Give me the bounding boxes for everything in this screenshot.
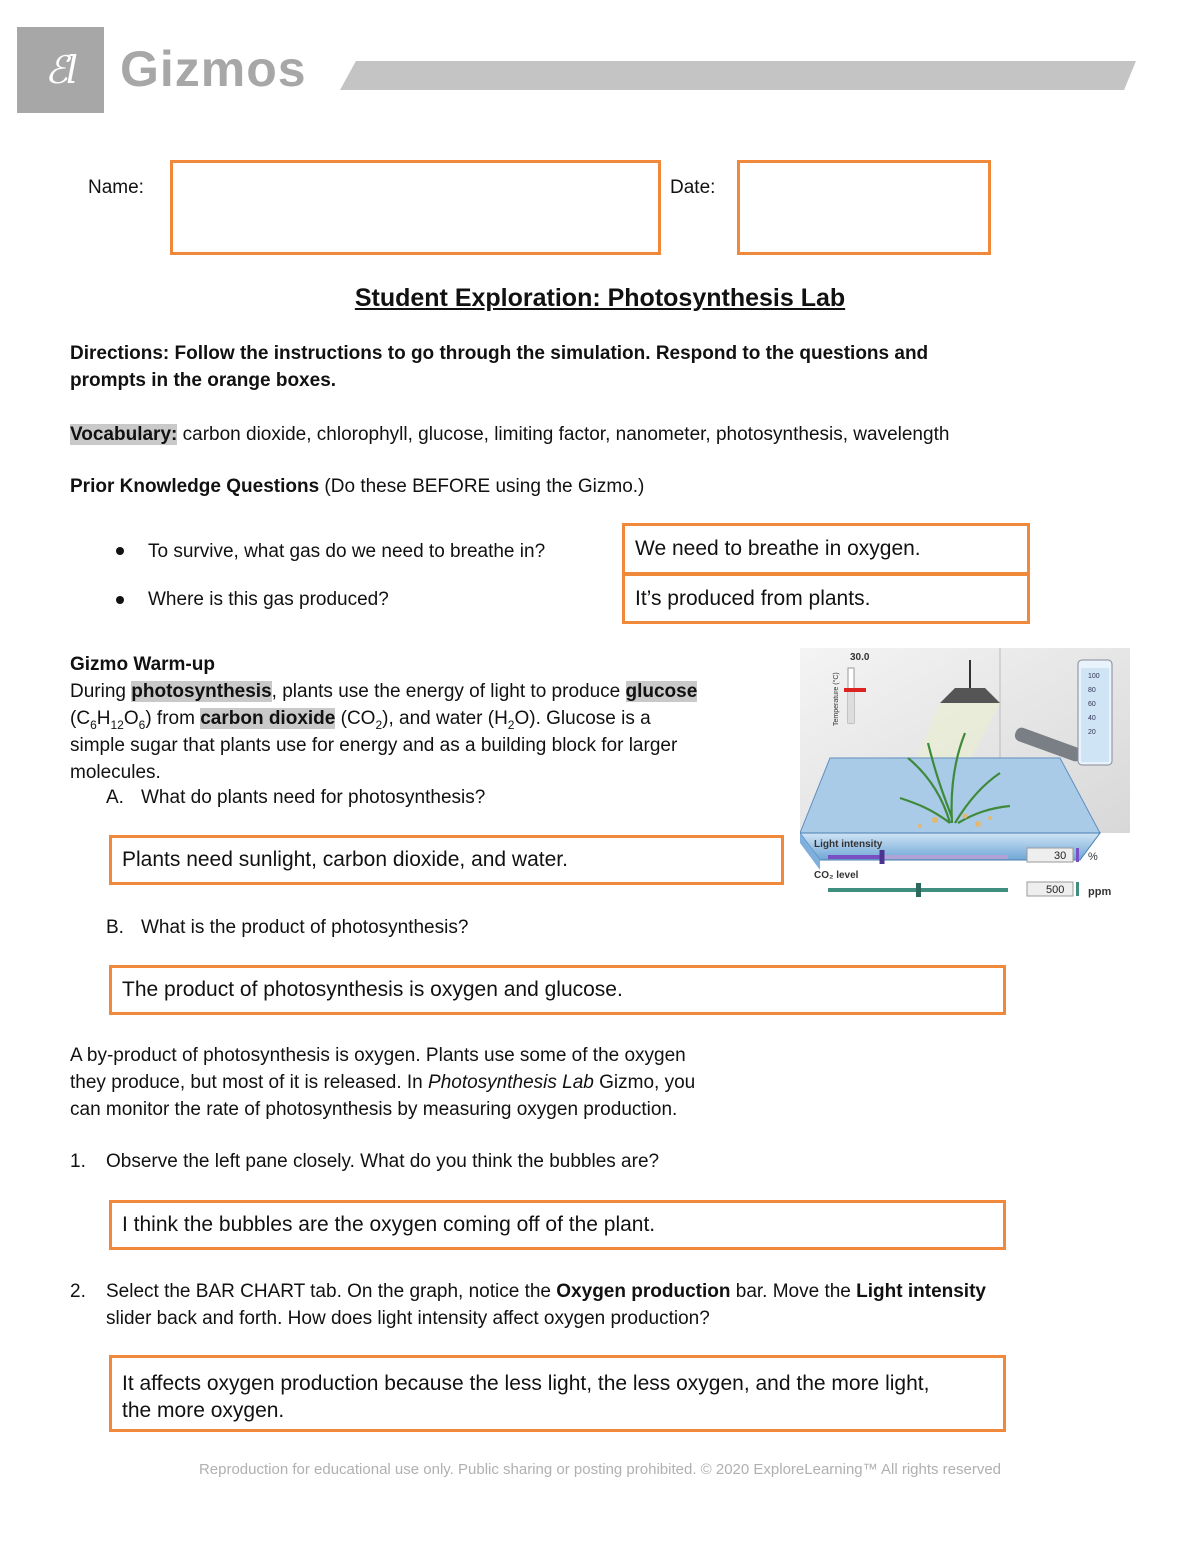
- byproduct-paragraph: [70, 1042, 810, 1123]
- light-intensity-label: Light intensity: [814, 839, 883, 850]
- text-run: ) from: [145, 708, 201, 729]
- date-field[interactable]: [737, 160, 991, 255]
- question-1: Observe the left pane closely. What do you think the bubbles are?: [106, 1151, 660, 1172]
- warmup-line-1: [70, 678, 800, 705]
- vocabulary: [70, 421, 1150, 448]
- subscript: 2: [375, 717, 383, 732]
- logo-mark: ℰl: [44, 48, 77, 92]
- prior-answer-2: It’s produced from plants.: [635, 586, 871, 610]
- prior-knowledge-note: (Do these BEFORE using the Gizmo.): [319, 476, 645, 497]
- subscript: 6: [90, 717, 97, 732]
- warmup-line-2: [70, 705, 800, 732]
- term-glucose: glucose: [625, 681, 698, 702]
- text-run: (CO: [335, 708, 376, 729]
- co2-value: 500: [1046, 884, 1065, 896]
- bullet-icon: [116, 547, 124, 555]
- co2-slider-handle[interactable]: [916, 883, 921, 897]
- warmup-line-3: simple sugar that plants use for energy and as a building block for larger: [70, 735, 678, 756]
- answer-a: Plants need sunlight, carbon dioxide, and water.: [122, 848, 568, 871]
- subscript: 2: [507, 717, 515, 732]
- text-run: H: [96, 708, 111, 729]
- brand-name: Gizmos: [120, 41, 307, 97]
- header-bar: [340, 61, 1136, 90]
- tick-label: 20: [1088, 729, 1096, 736]
- answer-b: The product of photosynthesis is oxygen and glucose.: [122, 978, 623, 1001]
- directions-line-1: Directions: Follow the instructions to go through the simulation. Respond to the questions and: [70, 343, 929, 364]
- byproduct-line-3: can monitor the rate of photosynthesis by measuring oxygen production.: [70, 1099, 678, 1120]
- prior-answer-1-box[interactable]: [622, 523, 1030, 575]
- temp-slider-icon: [844, 688, 866, 692]
- answer-2-line-2: the more oxygen.: [122, 1399, 285, 1422]
- prior-question-1: To survive, what gas do we need to breathe in?: [148, 541, 546, 562]
- logo-box: [17, 27, 104, 113]
- warmup-line-4: molecules.: [70, 762, 161, 783]
- thermometer-fill: [848, 688, 854, 723]
- name-field[interactable]: [170, 160, 661, 255]
- answer-b-box[interactable]: [109, 965, 1006, 1015]
- answer-2-line-1: It affects oxygen production because the less light, the less oxygen, and the more light,: [122, 1372, 930, 1395]
- prior-knowledge-title: Prior Knowledge Questions: [70, 476, 320, 497]
- question-a: What do plants need for photosynthesis?: [141, 787, 486, 808]
- question-2-line-1: [106, 1278, 1166, 1305]
- subscript: 12: [110, 717, 124, 732]
- tick-label: 80: [1088, 687, 1096, 694]
- term-light-intensity: Light intensity: [856, 1281, 986, 1302]
- light-value-marker: [1076, 848, 1079, 862]
- date-label: Date:: [670, 177, 716, 198]
- warmup-paragraph: [70, 678, 800, 786]
- light-unit: %: [1088, 851, 1098, 863]
- text-run: bar. Move the: [730, 1281, 857, 1302]
- text-run: During: [70, 681, 132, 702]
- question-2: [106, 1278, 1166, 1332]
- vocabulary-label: Vocabulary:: [70, 424, 178, 445]
- light-value: 30: [1054, 850, 1067, 862]
- text-run: (C: [70, 708, 91, 729]
- term-oxygen-production: Oxygen production: [556, 1281, 731, 1302]
- text-run: O). Glucose is a: [514, 708, 651, 729]
- term-carbon-dioxide: carbon dioxide: [200, 708, 336, 729]
- tick-label: 60: [1088, 701, 1096, 708]
- text-run: ), and water (H: [382, 708, 508, 729]
- gizmo-name: Photosynthesis Lab: [428, 1072, 594, 1093]
- name-label: Name:: [88, 177, 144, 198]
- tick-label: 100: [1088, 673, 1100, 680]
- footer-notice: Reproduction for educational use only. Public sharing or posting prohibited. © 2020 ExploreLearning™ All rights reserved: [198, 1461, 1002, 1478]
- directions: [70, 340, 1130, 394]
- answer-a-box[interactable]: [109, 835, 784, 885]
- prior-answer-1: We need to breathe in oxygen.: [635, 537, 921, 560]
- co2-level-label: CO₂ level: [814, 870, 859, 881]
- page-title: Student Exploration: Photosynthesis Lab: [354, 284, 846, 312]
- term-photosynthesis: photosynthesis: [131, 681, 272, 702]
- text-run: they produce, but most of it is released. In: [70, 1072, 429, 1093]
- byproduct-line-1: A by-product of photosynthesis is oxygen. Plants use some of the oxygen: [70, 1045, 686, 1066]
- question-1-number: 1.: [70, 1151, 86, 1172]
- light-slider-handle[interactable]: [880, 850, 885, 864]
- question-b-label: B.: [106, 917, 124, 938]
- question-a-label: A.: [106, 787, 124, 808]
- answer-1-box[interactable]: [109, 1200, 1006, 1250]
- question-2-line-2: slider back and forth. How does light intensity affect oxygen production?: [106, 1308, 710, 1329]
- subscript: 6: [138, 717, 146, 732]
- co2-unit: ppm: [1088, 886, 1112, 898]
- bullet-icon: [116, 596, 124, 604]
- prior-knowledge-heading: [70, 473, 644, 500]
- text-run: Select the BAR CHART tab. On the graph, notice the: [106, 1281, 557, 1302]
- text-run: Gizmo, you: [593, 1072, 696, 1093]
- co2-value-marker: [1076, 882, 1079, 896]
- text-run: , plants use the energy of light to produce: [271, 681, 626, 702]
- text-run: O: [123, 708, 139, 729]
- directions-line-2: prompts in the orange boxes.: [70, 370, 337, 391]
- tick-label: 40: [1088, 715, 1096, 722]
- temp-value: 30.0: [850, 652, 870, 663]
- gizmo-screenshot: [800, 648, 1130, 900]
- prior-answer-2-box[interactable]: [622, 573, 1030, 624]
- answer-2-box[interactable]: [109, 1355, 1006, 1432]
- answer-1: I think the bubbles are the oxygen coming off of the plant.: [122, 1213, 656, 1236]
- byproduct-line-2: [70, 1069, 810, 1096]
- warmup-heading: Gizmo Warm-up: [70, 654, 215, 675]
- temp-axis-label: Temperature (°C): [833, 672, 840, 726]
- gizmo-illustration: [800, 648, 1130, 900]
- question-2-number: 2.: [70, 1281, 86, 1302]
- prior-question-2: Where is this gas produced?: [148, 589, 389, 610]
- question-b: What is the product of photosynthesis?: [141, 917, 469, 938]
- vocabulary-text: carbon dioxide, chlorophyll, glucose, limiting factor, nanometer, photosynthesis, wavelength: [177, 424, 950, 445]
